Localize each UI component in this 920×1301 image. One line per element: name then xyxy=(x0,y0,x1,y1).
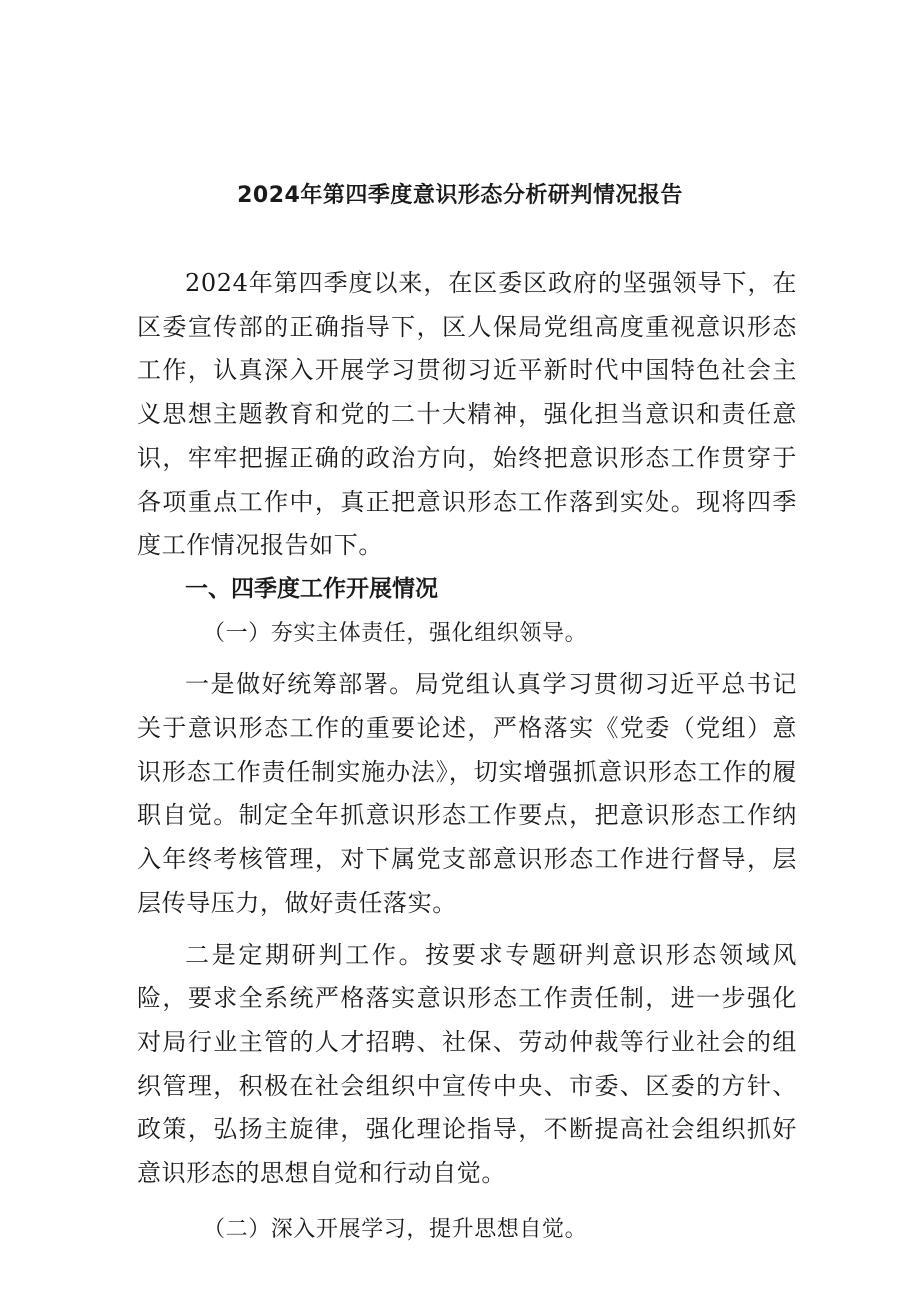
section-heading-1: 一、四季度工作开展情况 xyxy=(185,575,438,602)
subsection-heading-2: （二）深入开展学习，提升思想自觉。 xyxy=(203,1216,588,1242)
paragraph-one: 一是做好统筹部署。局党组认真学习贯彻习近平总书记关于意识形态工作的重要论述，严格落实《党委（党组）意识形态工作责任制实施办法》，切实增强抓意识形态工作的履职自觉。制定全年抓意识形态工作要点，把意识形态工作纳入年终考核管理，对下属党支部意识形态工作进行督导，层层传导压力，做好责任落实。 xyxy=(137,670,797,917)
paragraph-two: 二是定期研判工作。按要求专题研判意识形态领域风险，要求全系统严格落实意识形态工作责任制，进一步强化对局行业主管的人才招聘、社保、劳动仲裁等行业社会的组织管理，积极在社会组织中宣传中央、市委、区委的方针、政策，弘扬主旋律，强化理论指导，不断提高社会组织抓好意识形态的思想自觉和行动自觉。 xyxy=(137,940,797,1188)
document-body xyxy=(137,262,797,1251)
intro-paragraph: 2024年第四季度以来，在区委区政府的坚强领导下，在区委宣传部的正确指导下，区人保局党组高度重视意识形态工作，认真深入开展学习贯彻习近平新时代中国特色社会主义思想主题教育和党的二十大精神，强化担当意识和责任意识，牢牢把握正确的政治方向，始终把意识形态工作贯穿于各项重点工作中，真正把意识形态工作落到实处。现将四季度工作情况报告如下。 xyxy=(137,269,797,560)
subsection-heading-1: （一）夯实主体责任，强化组织领导。 xyxy=(203,620,588,646)
document-title: 2024年第四季度意识形态分析研判情况报告 xyxy=(237,183,683,208)
